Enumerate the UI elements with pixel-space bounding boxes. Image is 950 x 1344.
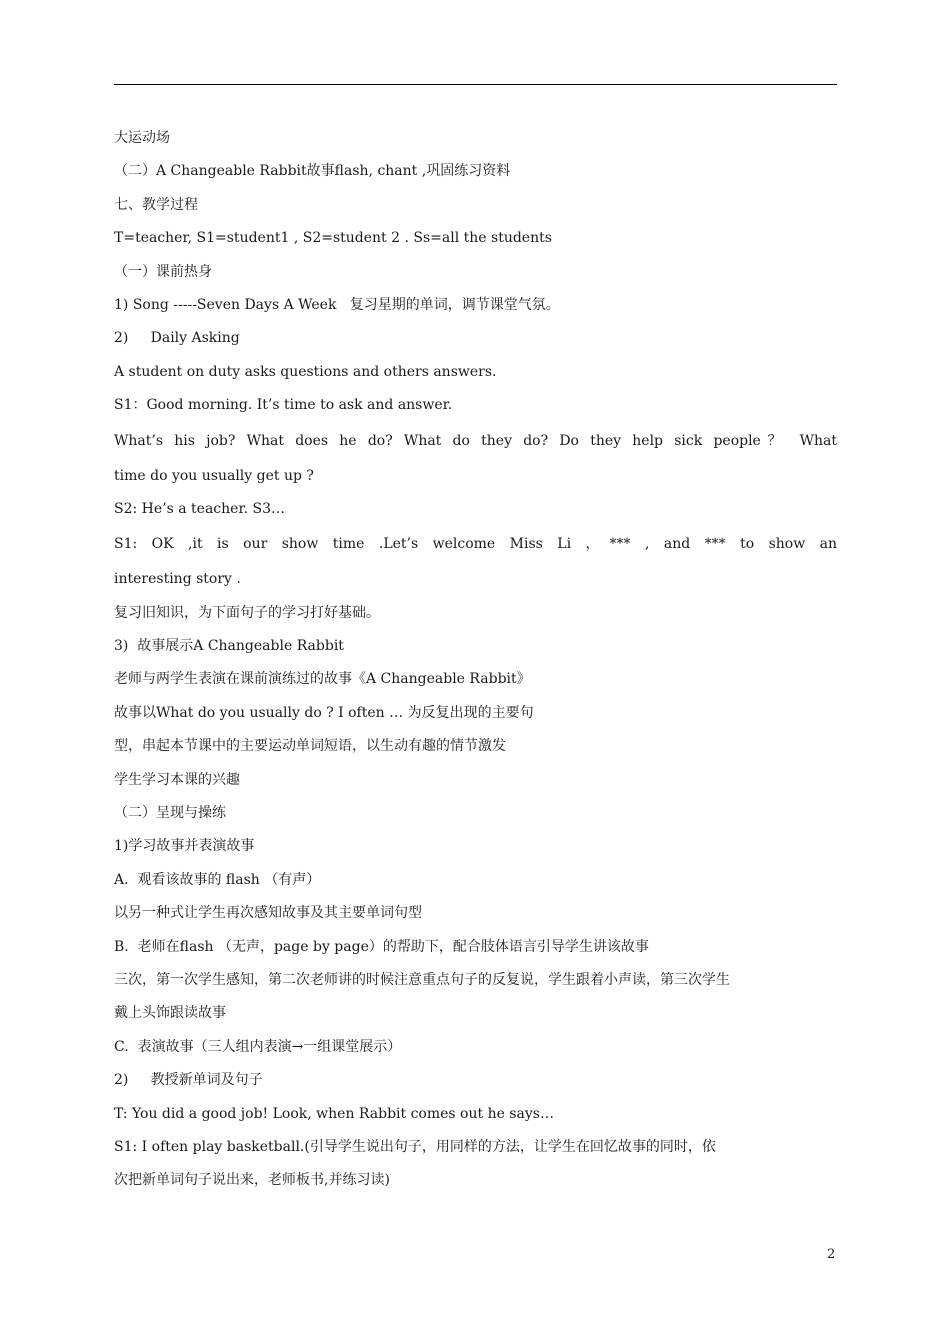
text-line: 型，串起本节课中的主要运动单词短语，以生动有趣的情节激发 bbox=[114, 738, 506, 755]
section-heading: 七、教学过程 bbox=[114, 196, 198, 213]
text-line: 1) Song -----Seven Days A Week 复习星期的单词，调节课堂气氛。 bbox=[114, 296, 560, 313]
document-body bbox=[114, 122, 837, 1198]
text-line: S1: I often play basketball.(引导学生说出句子，用同样的方法，让学生在回忆故事的同时，依 bbox=[114, 1138, 716, 1155]
text-line: interesting story . bbox=[114, 571, 241, 588]
text-line: 以另一种式让学生再次感知故事及其主要单词句型 bbox=[114, 905, 422, 922]
text-line: 1)学习故事并表演故事 bbox=[114, 838, 255, 855]
text-line: 学生学习本课的兴趣 bbox=[114, 771, 240, 788]
text-line: 2) 教授新单词及句子 bbox=[114, 1072, 263, 1089]
text-line: time do you usually get up ? bbox=[114, 467, 314, 484]
text-line: 复习旧知识，为下面句子的学习打好基础。 bbox=[114, 604, 380, 621]
text-line: T=teacher, S1=student1 , S2=student 2 . Ss=all the students bbox=[114, 230, 552, 247]
text-line: S1：Good morning. It’s time to ask and answer. bbox=[114, 397, 453, 414]
text-line: B. 老师在flash （无声，page by page）的帮助下，配合肢体语言引导学生讲该故事 bbox=[114, 938, 649, 955]
text-line: T: You did a good job! Look, when Rabbit comes out he says… bbox=[114, 1105, 554, 1122]
text-line: 三次，第一次学生感知，第二次老师讲的时候注意重点句子的反复说，学生跟着小声读，第三次学生 bbox=[114, 971, 730, 988]
text-line: C. 表演故事（三人组内表演→一组课堂展示） bbox=[114, 1038, 402, 1055]
subsection-heading: （一）课前热身 bbox=[114, 263, 212, 280]
text-line: 次把新单词句子说出来，老师板书,并练习读) bbox=[114, 1172, 390, 1189]
text-line: 2) Daily Asking bbox=[114, 330, 240, 347]
text-line: 老师与两学生表演在课前演练过的故事《A Changeable Rabbit》 bbox=[114, 671, 531, 688]
text-line: 戴上头饰跟读故事 bbox=[114, 1005, 226, 1022]
text-line: S2: He’s a teacher. S3… bbox=[114, 500, 285, 517]
text-line: A. 观看该故事的 flash （有声） bbox=[114, 871, 321, 888]
text-line: 故事以What do you usually do ? I often … 为反复出现的主要句 bbox=[114, 704, 534, 721]
text-line: A student on duty asks questions and others answers. bbox=[114, 363, 497, 380]
text-line: What’s his job? What does he do? What do they do? Do they help sick people？ What bbox=[114, 432, 837, 449]
subsection-heading: （二）呈现与操练 bbox=[114, 805, 226, 822]
text-line: （二）A Changeable Rabbit故事flash, chant ,巩固练习资料 bbox=[114, 163, 511, 180]
page-number: 2 bbox=[827, 1247, 836, 1262]
header-rule bbox=[114, 84, 837, 85]
text-line: S1: OK ,it is our show time .Let’s welcome Miss Li ，*** , and *** to show an bbox=[114, 536, 837, 553]
text-line: 大运动场 bbox=[114, 130, 170, 146]
text-line: 3) 故事展示A Changeable Rabbit bbox=[114, 638, 344, 655]
